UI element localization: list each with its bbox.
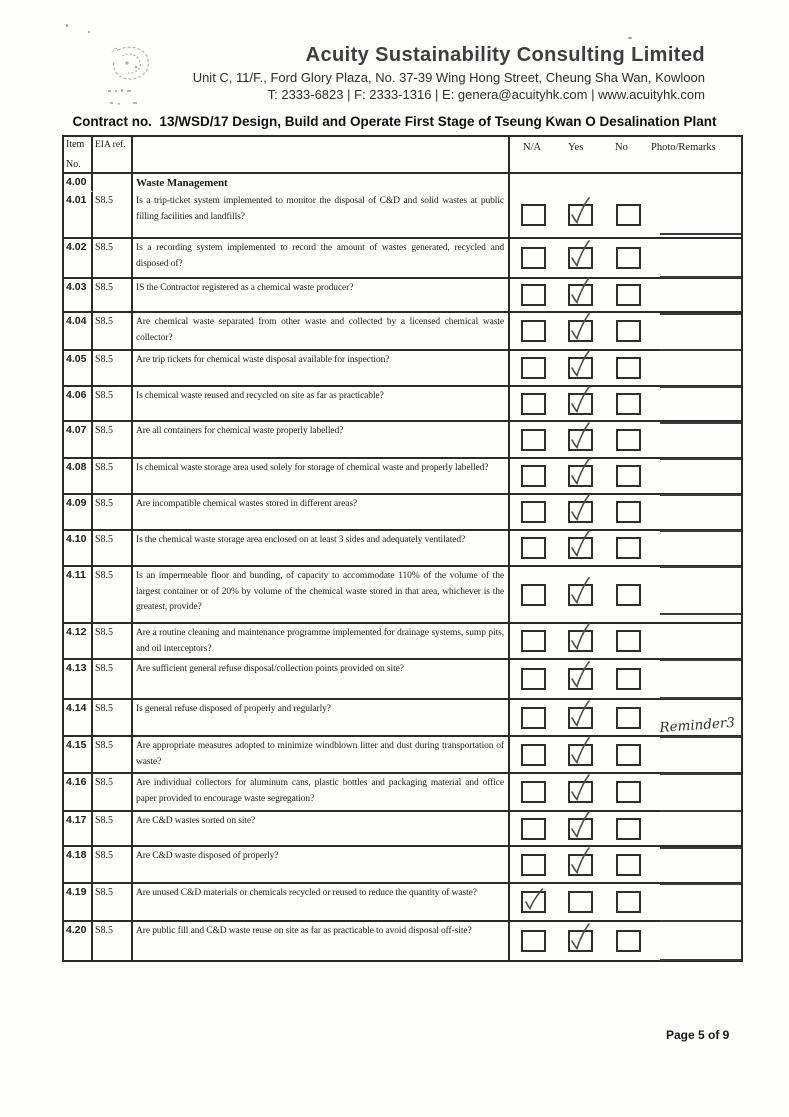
eia-ref-cell: S8.5 [93, 737, 133, 772]
remarks-line[interactable] [660, 677, 741, 699]
eia-ref-cell: S8.5 [93, 884, 133, 920]
page-number: Page 5 of 9 [666, 1028, 730, 1042]
remarks-line[interactable] [660, 329, 741, 351]
question-cell: Are appropriate measures adopted to minimize windblown litter and dust during transportation of waste? [133, 737, 510, 772]
eia-ref-cell: S8.5 [93, 422, 133, 457]
table-row [64, 279, 741, 313]
na-checkbox[interactable] [521, 429, 546, 451]
question-cell: Is the chemical waste storage area enclosed on at least 3 sides and adequately ventilated? [133, 531, 510, 565]
na-checkbox[interactable] [521, 707, 546, 729]
answers-cell [510, 387, 739, 420]
tick-mark [568, 247, 593, 269]
answers-cell [510, 660, 739, 698]
answers-cell [510, 192, 739, 237]
no-checkbox[interactable] [616, 854, 641, 876]
no-checkbox[interactable] [616, 630, 641, 652]
eia-ref-cell: S8.5 [93, 812, 133, 845]
table-header-row [64, 137, 741, 174]
eia-ref-cell [93, 174, 133, 192]
remarks-line[interactable] [660, 790, 741, 812]
column-header-answers [510, 137, 739, 172]
yes-checkbox[interactable] [568, 891, 593, 913]
no-checkbox[interactable] [616, 465, 641, 487]
na-checkbox[interactable] [521, 393, 546, 415]
tick-mark [568, 584, 593, 606]
yes-checkbox[interactable] [568, 320, 593, 342]
no-checkbox[interactable] [616, 247, 641, 269]
yes-checkbox[interactable] [568, 584, 593, 606]
table-row [64, 774, 741, 812]
question-cell: Are trip tickets for chemical waste disposal available for inspection? [133, 351, 510, 385]
company-address: Unit C, 11/F., Ford Glory Plaza, No. 37-39 Wing Hong Street, Cheung Sha Wan, Kowloon [192, 70, 705, 85]
no-checkbox[interactable] [616, 744, 641, 766]
answers-cell [510, 495, 739, 529]
eia-ref-cell: S8.5 [93, 624, 133, 658]
column-header-eia-ref: EIA ref. [93, 137, 133, 172]
no-checkbox[interactable] [616, 284, 641, 306]
tick-mark [568, 465, 593, 487]
no-checkbox[interactable] [616, 781, 641, 803]
na-checkbox[interactable] [521, 818, 546, 840]
tick-mark [568, 393, 593, 415]
table-row [64, 531, 741, 567]
question-cell: Is a trip-ticket system implemented to monitor the disposal of C&D and solid wastes at public filling facilities and landfills? [133, 192, 510, 237]
question-cell: Are individual collectors for aluminum cans, plastic bottles and packaging material and office paper provided to encourage waste segregation? [133, 774, 510, 810]
no-checkbox[interactable] [616, 320, 641, 342]
eia-ref-cell: S8.5 [93, 660, 133, 698]
item-no-cell: 4.04 [64, 313, 93, 349]
column-header-remarks: Photo/Remarks [651, 142, 716, 153]
table-row [64, 660, 741, 700]
yes-checkbox[interactable] [568, 707, 593, 729]
question-cell: Is chemical waste reused and recycled on site as far as practicable? [133, 387, 510, 420]
remarks-line[interactable] [660, 753, 741, 775]
yes-checkbox[interactable] [568, 930, 593, 952]
remarks-line[interactable] [660, 900, 741, 922]
yes-checkbox[interactable] [568, 854, 593, 876]
table-row [64, 239, 741, 279]
scan-speck [88, 31, 90, 33]
item-header-line2: No. [66, 159, 81, 170]
scan-speck [628, 37, 632, 39]
no-checkbox[interactable] [616, 668, 641, 690]
remarks-line[interactable] [660, 438, 741, 460]
table-row [64, 847, 741, 884]
remarks-line[interactable] [660, 213, 741, 235]
table-row [64, 812, 741, 847]
table-row [64, 174, 741, 192]
question-cell: Are incompatible chemical wastes stored in different areas? [133, 495, 510, 529]
item-no-cell: 4.05 [64, 351, 93, 385]
question-cell: Is an impermeable floor and bunding, of capacity to accommodate 110% of the volume of the largest container or of 20% by volume of the chemical waste stored in that area, whichever is the greatest, provide? [133, 567, 510, 622]
answers-cell [510, 922, 739, 960]
eia-ref-cell: S8.5 [93, 351, 133, 385]
tick-mark [568, 320, 593, 342]
yes-checkbox[interactable] [568, 357, 593, 379]
remarks-line[interactable] [660, 256, 741, 278]
tick-mark [568, 630, 593, 652]
table-row [64, 351, 741, 387]
na-checkbox[interactable] [521, 584, 546, 606]
tick-mark [568, 744, 593, 766]
yes-checkbox[interactable] [568, 668, 593, 690]
na-checkbox[interactable] [521, 891, 546, 913]
question-cell: Are chemical waste separated from other waste and collected by a licensed chemical waste collector? [133, 313, 510, 349]
remarks-line[interactable] [660, 827, 741, 849]
table-row [64, 459, 741, 495]
question-cell: Are sufficient general refuse disposal/collection points provided on site? [133, 660, 510, 698]
tick-mark [568, 707, 593, 729]
item-no-cell: 4.09 [64, 495, 93, 529]
table-row [64, 884, 741, 922]
answers-cell [510, 624, 739, 658]
yes-checkbox[interactable] [568, 537, 593, 559]
question-cell: Are C&D wastes sorted on site? [133, 812, 510, 845]
answers-cell [510, 812, 739, 845]
letterhead [110, 44, 705, 102]
question-cell: Are public fill and C&D waste reuse on site as far as practicable to avoid disposal off-site? [133, 922, 510, 960]
eia-ref-cell: S8.5 [93, 922, 133, 960]
na-checkbox[interactable] [521, 320, 546, 342]
no-checkbox[interactable] [616, 357, 641, 379]
eia-ref-cell: S8.5 [93, 387, 133, 420]
item-no-cell: 4.01 [64, 192, 93, 237]
na-checkbox[interactable] [521, 630, 546, 652]
question-cell: Is chemical waste storage area used solely for storage of chemical waste and properly labelled? [133, 459, 510, 493]
tick-mark [568, 357, 593, 379]
na-checkbox[interactable] [521, 930, 546, 952]
na-checkbox[interactable] [521, 854, 546, 876]
handwritten-remark: Reminder3 [658, 714, 736, 736]
column-header-question [133, 137, 510, 172]
yes-checkbox[interactable] [568, 630, 593, 652]
item-header-line1: Item [66, 139, 85, 150]
checklist-table [62, 135, 743, 962]
scan-speck [66, 24, 68, 27]
answers-cell [510, 279, 739, 311]
na-checkbox[interactable] [521, 537, 546, 559]
eia-ref-cell: S8.5 [93, 495, 133, 529]
section-title-cell: Waste Management [133, 174, 510, 192]
company-name: Acuity Sustainability Consulting Limited [305, 44, 705, 66]
tick-mark [568, 818, 593, 840]
item-no-cell: 4.15 [64, 737, 93, 772]
yes-checkbox[interactable] [568, 247, 593, 269]
tick-mark [521, 891, 546, 913]
table-row [64, 387, 741, 422]
no-checkbox[interactable] [616, 393, 641, 415]
eia-ref-cell: S8.5 [93, 531, 133, 565]
answers-cell [510, 737, 739, 772]
question-cell: Is a recording system implemented to record the amount of wastes generated, recycled and disposed of? [133, 239, 510, 277]
no-checkbox[interactable] [616, 818, 641, 840]
na-checkbox[interactable] [521, 284, 546, 306]
no-checkbox[interactable] [616, 429, 641, 451]
yes-checkbox[interactable] [568, 284, 593, 306]
tick-mark [568, 781, 593, 803]
question-cell: Are a routine cleaning and maintenance programme implemented for drainage systems, sump pits, and oil interceptors? [133, 624, 510, 658]
na-checkbox[interactable] [521, 465, 546, 487]
item-no-cell: 4.20 [64, 922, 93, 960]
item-no-cell: 4.03 [64, 279, 93, 311]
item-no-cell: 4.07 [64, 422, 93, 457]
eia-ref-cell: S8.5 [93, 313, 133, 349]
table-row [64, 922, 741, 960]
answers-cell [510, 884, 739, 920]
column-header-na: N/A [523, 142, 542, 153]
na-checkbox[interactable] [521, 501, 546, 523]
item-no-cell: 4.11 [64, 567, 93, 622]
table-row [64, 192, 741, 239]
yes-checkbox[interactable] [568, 204, 593, 226]
tick-mark [568, 284, 593, 306]
na-checkbox[interactable] [521, 744, 546, 766]
remarks-line[interactable] [660, 863, 741, 885]
answers-cell [510, 700, 739, 735]
question-cell: Is general refuse disposed of properly and regularly? [133, 700, 510, 735]
remarks-line[interactable] [660, 593, 741, 615]
question-cell: Are unused C&D materials or chemicals recycled or reused to reduce the quantity of waste? [133, 884, 510, 920]
no-checkbox[interactable] [616, 501, 641, 523]
na-checkbox[interactable] [521, 781, 546, 803]
company-contact: T: 2333-6823 | F: 2333-1316 | E: genera@acuityhk.com | www.acuityhk.com [267, 87, 705, 102]
item-no-cell: 4.13 [64, 660, 93, 698]
no-checkbox[interactable] [616, 537, 641, 559]
eia-ref-cell: S8.5 [93, 774, 133, 810]
eia-ref-cell: S8.5 [93, 192, 133, 237]
yes-checkbox[interactable] [568, 429, 593, 451]
no-checkbox[interactable] [616, 891, 641, 913]
column-header-item-no [64, 137, 93, 172]
yes-checkbox[interactable] [568, 501, 593, 523]
answers-cell [510, 351, 739, 385]
item-no-cell: 4.08 [64, 459, 93, 493]
item-no-cell: 4.16 [64, 774, 93, 810]
tick-mark [568, 537, 593, 559]
yes-checkbox[interactable] [568, 393, 593, 415]
eia-ref-cell: S8.5 [93, 239, 133, 277]
tick-mark [568, 854, 593, 876]
answers-cell [510, 531, 739, 565]
answers-cell [510, 174, 739, 192]
remarks-line[interactable] [660, 474, 741, 496]
table-row [64, 624, 741, 660]
tick-mark [568, 668, 593, 690]
eia-ref-cell: S8.5 [93, 847, 133, 882]
yes-checkbox[interactable] [568, 744, 593, 766]
eia-ref-cell: S8.5 [93, 700, 133, 735]
item-no-cell: 4.10 [64, 531, 93, 565]
eia-ref-cell: S8.5 [93, 279, 133, 311]
table-row [64, 567, 741, 624]
column-header-no: No [615, 142, 628, 153]
yes-checkbox[interactable] [568, 818, 593, 840]
table-row [64, 495, 741, 531]
remarks-line[interactable] [660, 939, 741, 961]
answers-cell [510, 422, 739, 457]
item-no-cell: 4.12 [64, 624, 93, 658]
tick-mark [568, 501, 593, 523]
yes-checkbox[interactable] [568, 781, 593, 803]
question-cell: Are C&D waste disposed of properly? [133, 847, 510, 882]
na-checkbox[interactable] [521, 668, 546, 690]
tick-mark [568, 429, 593, 451]
na-checkbox[interactable] [521, 247, 546, 269]
question-cell: IS the Contractor registered as a chemical waste producer? [133, 279, 510, 311]
remarks-line[interactable] [660, 402, 741, 424]
remarks-line[interactable] [660, 293, 741, 315]
eia-ref-cell: S8.5 [93, 567, 133, 622]
remarks-line[interactable] [660, 510, 741, 532]
answers-cell [510, 313, 739, 349]
item-no-cell: 4.00 [64, 174, 93, 192]
eia-ref-cell: S8.5 [93, 459, 133, 493]
answers-cell [510, 459, 739, 493]
column-header-yes: Yes [568, 142, 584, 153]
item-no-cell: 4.18 [64, 847, 93, 882]
remarks-line[interactable] [660, 546, 741, 568]
table-row [64, 313, 741, 351]
yes-checkbox[interactable] [568, 465, 593, 487]
contract-title: Contract no. 13/WSD/17 Design, Build and Operate First Stage of Tseung Kwan O Desalination Plant [72, 114, 717, 129]
remarks-line[interactable] [660, 716, 741, 738]
tick-mark [568, 204, 593, 226]
item-no-cell: 4.02 [64, 239, 93, 277]
tick-mark [568, 930, 593, 952]
item-no-cell: 4.19 [64, 884, 93, 920]
answers-cell [510, 567, 739, 622]
no-checkbox[interactable] [616, 204, 641, 226]
remarks-line[interactable] [660, 366, 741, 388]
remarks-line[interactable] [660, 639, 741, 661]
item-no-cell: 4.17 [64, 812, 93, 845]
na-checkbox[interactable] [521, 357, 546, 379]
na-checkbox[interactable] [521, 204, 546, 226]
item-no-cell: 4.14 [64, 700, 93, 735]
table-row [64, 737, 741, 774]
no-checkbox[interactable] [616, 930, 641, 952]
answers-cell [510, 239, 739, 277]
item-no-cell: 4.06 [64, 387, 93, 420]
no-checkbox[interactable] [616, 584, 641, 606]
table-row [64, 422, 741, 459]
answers-cell [510, 774, 739, 810]
table-row [64, 700, 741, 737]
no-checkbox[interactable] [616, 707, 641, 729]
question-cell: Are all containers for chemical waste properly labelled? [133, 422, 510, 457]
answers-cell [510, 847, 739, 882]
